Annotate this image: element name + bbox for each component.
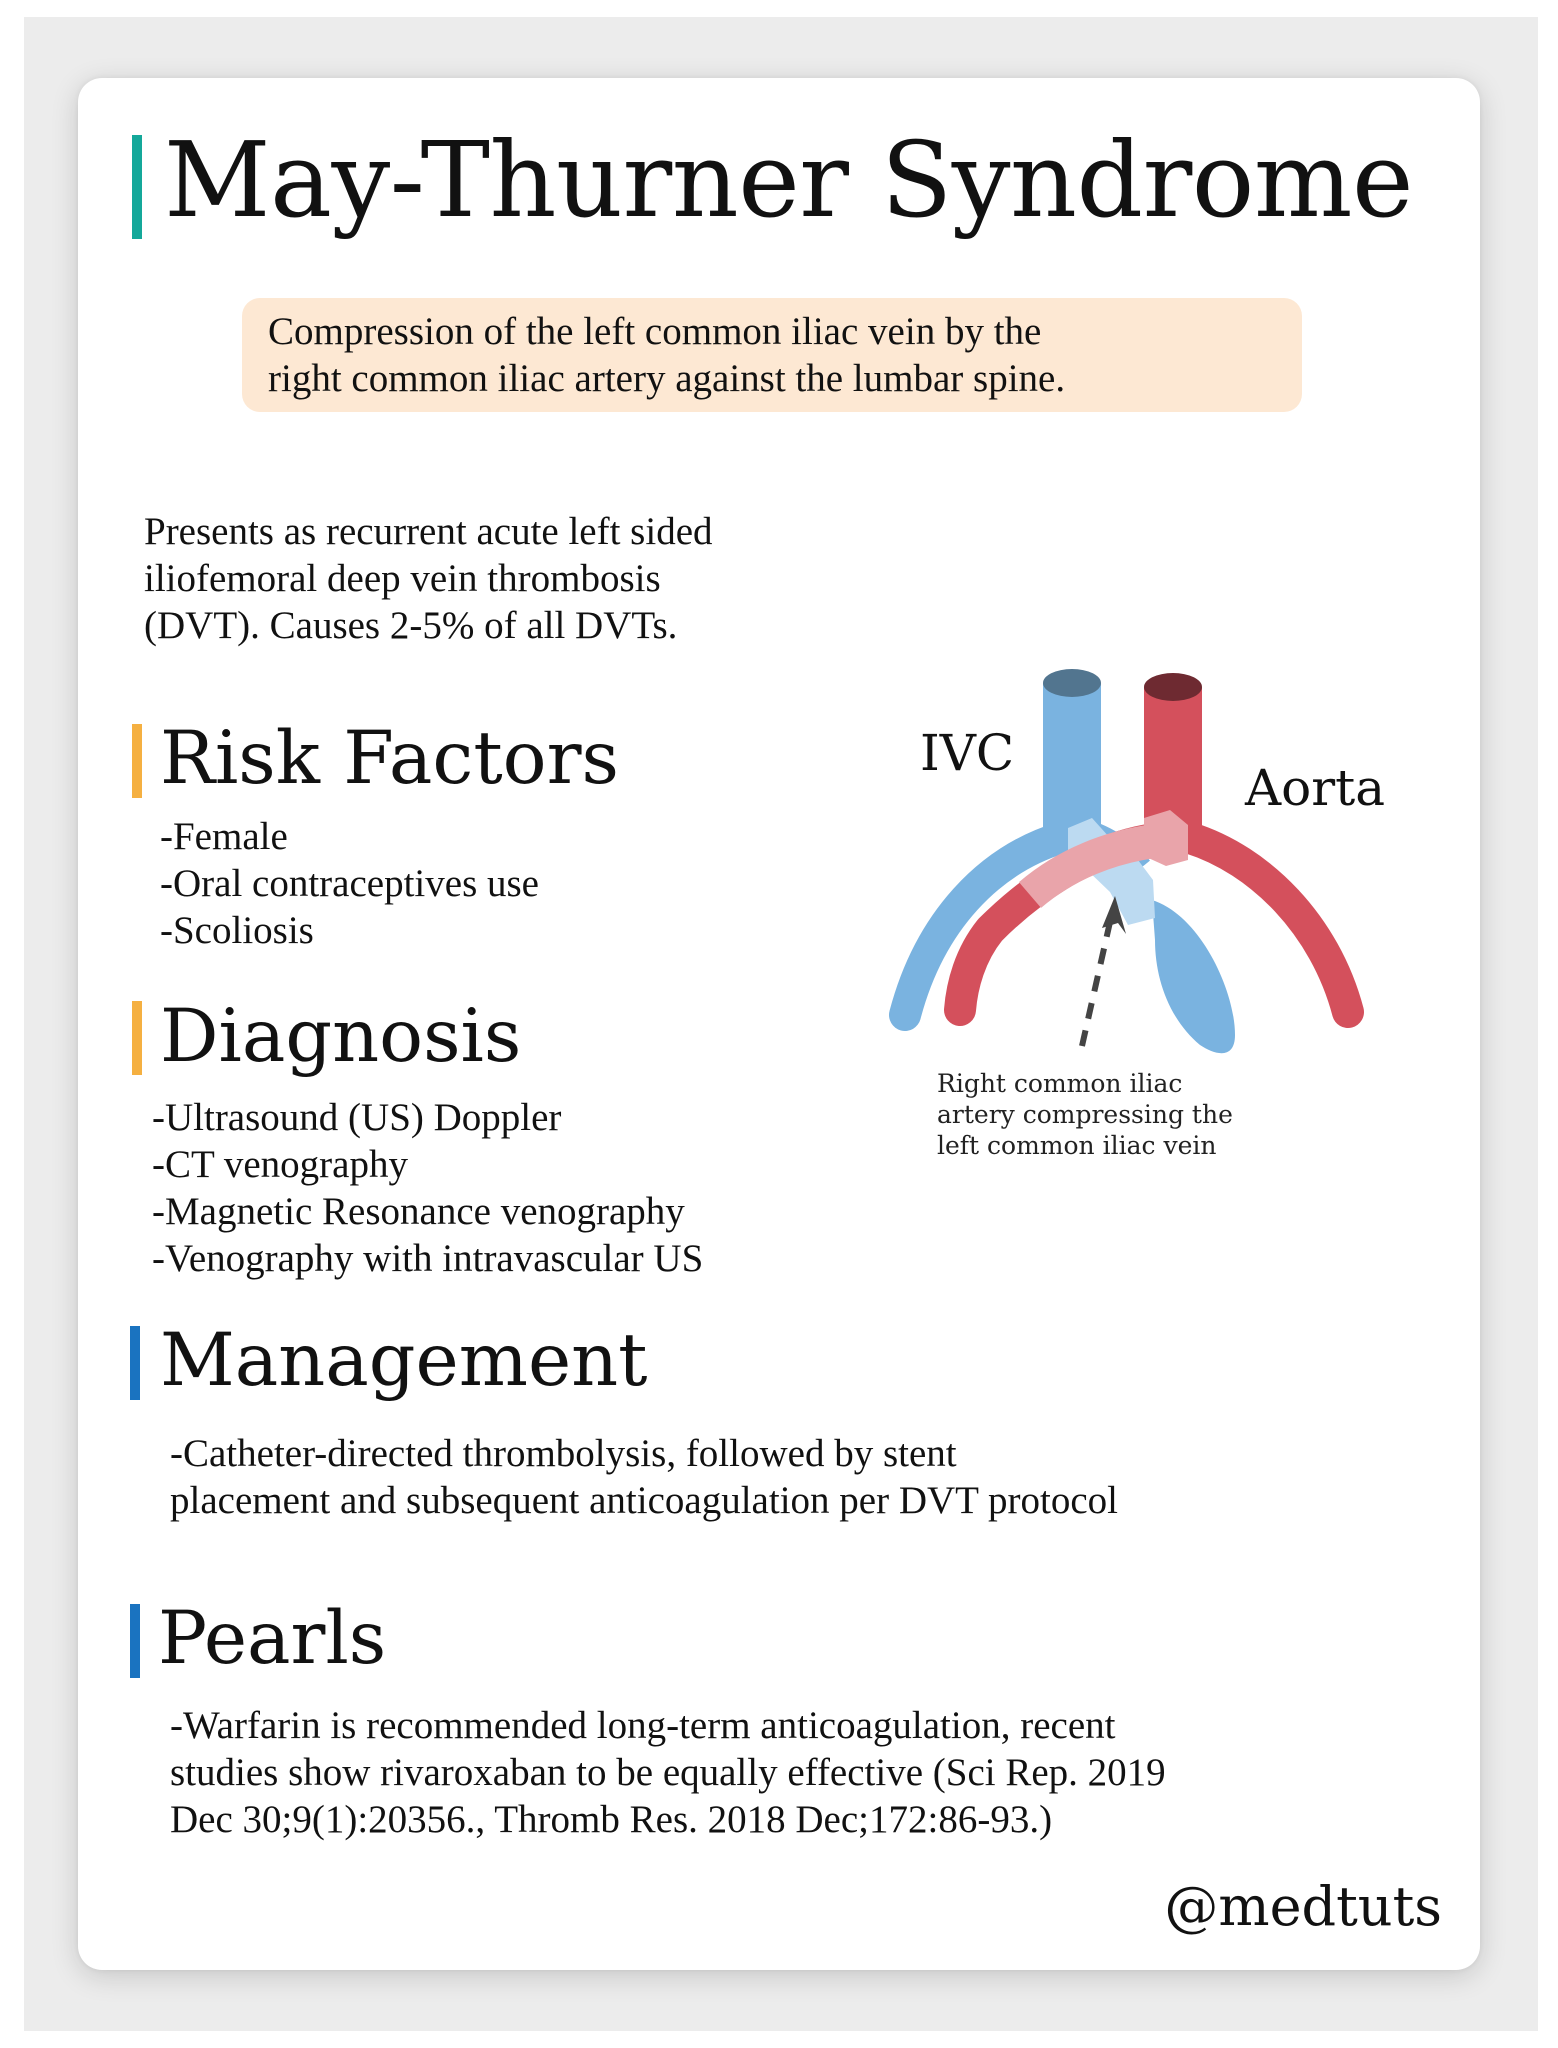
management-line-2: placement and subsequent anticoagulation per DVT protocol bbox=[170, 1479, 1118, 1522]
pearls-heading: Pearls bbox=[158, 1596, 387, 1681]
pearls-text bbox=[170, 1702, 1166, 1843]
list-item: -CT venography bbox=[152, 1143, 408, 1186]
diagram-caption bbox=[937, 1068, 1233, 1161]
definition-line-1: Compression of the left common iliac vein by the bbox=[268, 310, 1042, 353]
intro-paragraph bbox=[144, 508, 904, 649]
risk-factors-list bbox=[160, 813, 539, 954]
author-handle: @medtuts bbox=[1164, 1875, 1442, 1938]
management-heading: Management bbox=[160, 1318, 648, 1403]
caption-line-1: Right common iliac bbox=[937, 1069, 1183, 1098]
ivc-label: IVC bbox=[920, 724, 1015, 782]
pearls-line-1: -Warfarin is recommended long-term anticoagulation, recent bbox=[170, 1704, 1116, 1747]
compression-arrow-icon bbox=[1082, 896, 1126, 1046]
title-accent-bar bbox=[132, 135, 142, 239]
diagnosis-heading: Diagnosis bbox=[160, 994, 522, 1079]
list-item: -Scoliosis bbox=[160, 909, 314, 952]
pearls-accent-bar bbox=[130, 1604, 140, 1678]
pearls-line-2: studies show rivaroxaban to be equally effective (Sci Rep. 2019 bbox=[170, 1751, 1166, 1794]
risk-factors-heading: Risk Factors bbox=[160, 716, 619, 801]
list-item: -Oral contraceptives use bbox=[160, 862, 539, 905]
pearls-line-3: Dec 30;9(1):20356., Thromb Res. 2018 Dec;172:86-93.) bbox=[170, 1798, 1053, 1841]
definition-line-2: right common iliac artery against the lumbar spine. bbox=[268, 357, 1066, 400]
risk-factors-accent-bar bbox=[132, 724, 142, 798]
caption-line-2: artery compressing the bbox=[937, 1100, 1233, 1129]
intro-line-2: iliofemoral deep vein thrombosis bbox=[144, 557, 661, 600]
page-title: May-Thurner Syndrome bbox=[164, 119, 1414, 241]
intro-line-1: Presents as recurrent acute left sided bbox=[144, 510, 713, 553]
list-item: -Female bbox=[160, 815, 288, 858]
diagnosis-list bbox=[152, 1094, 703, 1282]
list-item: -Venography with intravascular US bbox=[152, 1237, 704, 1280]
management-line-1: -Catheter-directed thrombolysis, followed by stent bbox=[170, 1432, 957, 1475]
intro-line-3: (DVT). Causes 2-5% of all DVTs. bbox=[144, 604, 678, 647]
management-text bbox=[170, 1430, 1118, 1524]
aorta-label: Aorta bbox=[1245, 759, 1386, 817]
diagnosis-accent-bar bbox=[132, 1001, 142, 1075]
list-item: -Ultrasound (US) Doppler bbox=[152, 1096, 562, 1139]
list-item: -Magnetic Resonance venography bbox=[152, 1190, 685, 1233]
definition-box bbox=[242, 298, 1302, 412]
management-accent-bar bbox=[130, 1326, 140, 1400]
caption-line-3: left common iliac vein bbox=[937, 1131, 1217, 1160]
